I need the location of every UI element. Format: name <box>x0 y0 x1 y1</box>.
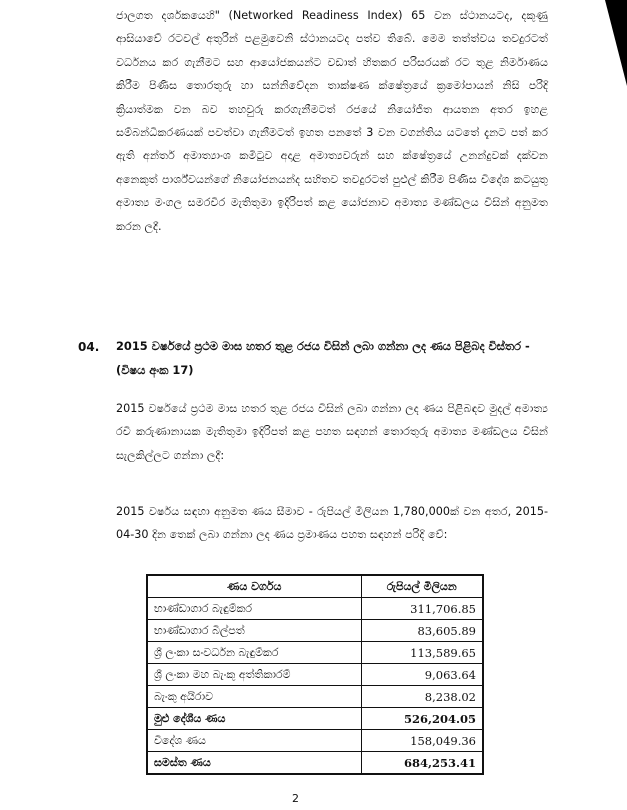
header-amount: රුපියල් මිලියන <box>361 575 483 598</box>
amount-cell: 113,589.65 <box>361 642 483 664</box>
amount-cell: 8,238.02 <box>361 686 483 708</box>
amount-cell: 9,063.64 <box>361 664 483 686</box>
scan-corner-mark <box>605 0 627 86</box>
amount-cell: 83,605.89 <box>361 620 483 642</box>
amount-cell: 526,204.05 <box>361 708 483 730</box>
section-heading: 2015 වර්ෂයේ ප්‍රථම මාස හතර තුළ රජය විසින් ලබා ගන්නා ලද ණය පිළිබද විස්තර - (විෂය අංක 17) <box>116 339 530 377</box>
debt-type-cell: භාණ්ඩාගාර බැඳුම්කර <box>147 598 361 620</box>
debt-type-cell: විදේශ ණය <box>147 730 361 752</box>
table-row <box>147 598 483 620</box>
amount-cell: 684,253.41 <box>361 752 483 775</box>
table-row <box>147 642 483 664</box>
debt-type-cell: ශ්‍රී ලංකා සංවර්ධන බැඳුම්කර <box>147 642 361 664</box>
debt-table-header <box>147 575 483 598</box>
table-row <box>147 686 483 708</box>
table-row <box>147 664 483 686</box>
debt-table <box>146 574 484 775</box>
debt-table-body <box>147 598 483 775</box>
amount-cell: 311,706.85 <box>361 598 483 620</box>
page-number: 2 <box>292 792 299 805</box>
debt-type-cell: ශ්‍රී ලංකා මහ බැංකු අත්තිකාරම් <box>147 664 361 686</box>
table-row <box>147 620 483 642</box>
header-debt-type: ණය වර්ගය <box>147 575 361 598</box>
paragraph-debt-limit: 2015 වර්ෂය සඳහා අනුමත ණය සීමාව - රුපියල් මිලියන 1,780,000ක් වන අතර, 2015-04-30 දින තෙක් ලබා ගන්නා ලද ණය ප්‍රමාණය පහත සඳහන් පරිදි වේ: <box>116 505 548 542</box>
paragraph-debt-intro: 2015 වර්ෂයේ ප්‍රථම මාස හතර තුළ රජය විසින් ලබා ගන්නා ලද ණය පිළිබඳව මුදල් අමාත්‍ය රවි කරුණානායක මැතිතුමා ඉදිරිපත් කළ පහත සඳහන් තොරතුරු අමාත්‍ය මණ්ඩලය විසින් සැලකිල්ලට ගන්නා ලදී: <box>116 402 548 462</box>
debt-type-cell: බැංකු අයිරාව <box>147 686 361 708</box>
debt-type-cell: සමස්ත ණය <box>147 752 361 775</box>
paragraph-networked-readiness: ජාලගත දර්ශකයෙහි" (Networked Readiness Index) 65 වන ස්ථානයටද, දකුණු ආසියාවේ රටවල් අතුරින් පළමුවෙනි ස්ථානයටද පත්ව තිබේ. මෙම තත්ත්වය තවදුරටත් වර්ධනය කර ගැනීමට සහ ආයෝජකයන්ට වඩාත් හිතකර පරිසරයක් රට තුළ නිර්මාණය කිරීම පිණිස තොරතුරු හා සන්නිවේදන තාක්ෂණ ක්ෂේත්‍රයේ ක්‍රමෝපායන් නිසි පරිදි ක්‍රියාත්මක වන බව තහවුරු කරගැනීමටත් රජයේ නියෝජිත ආයතන අතර ඉහළ සම්බන්ධීකරණයක් පවත්වා ගැනීමටත් ඉහත පනතේ 3 වන වගන්තිය යටතේ දැනට පත් කර ඇති අන්තර් අමාත්‍යාංශ කමිටුව අදාළ අමාත්‍යවරුන් සහ ක්ෂේත්‍රයේ උනන්දුවක් දක්වන අනෙකුත් පාර්ශ්වයන්ගේ නියෝජනයන්ද සහිතව තවදුරටත් පුළුල් කිරීම පිණිස විදේශ කටයුතු අමාත්‍ය මංගල සමරවීර මැතිතුමා ඉදිරිපත් කළ යෝජනාව අමාත්‍ය මණ්ඩලය විසින් අනුමත කරන ලදී. <box>116 9 548 233</box>
table-row <box>147 708 483 730</box>
table-row <box>147 730 483 752</box>
section-number: 04. <box>78 340 100 354</box>
debt-type-cell: භාණ්ඩාගාර බිල්පත් <box>147 620 361 642</box>
debt-type-cell: මුළු දේශීය ණය <box>147 708 361 730</box>
table-row <box>147 752 483 775</box>
amount-cell: 158,049.36 <box>361 730 483 752</box>
